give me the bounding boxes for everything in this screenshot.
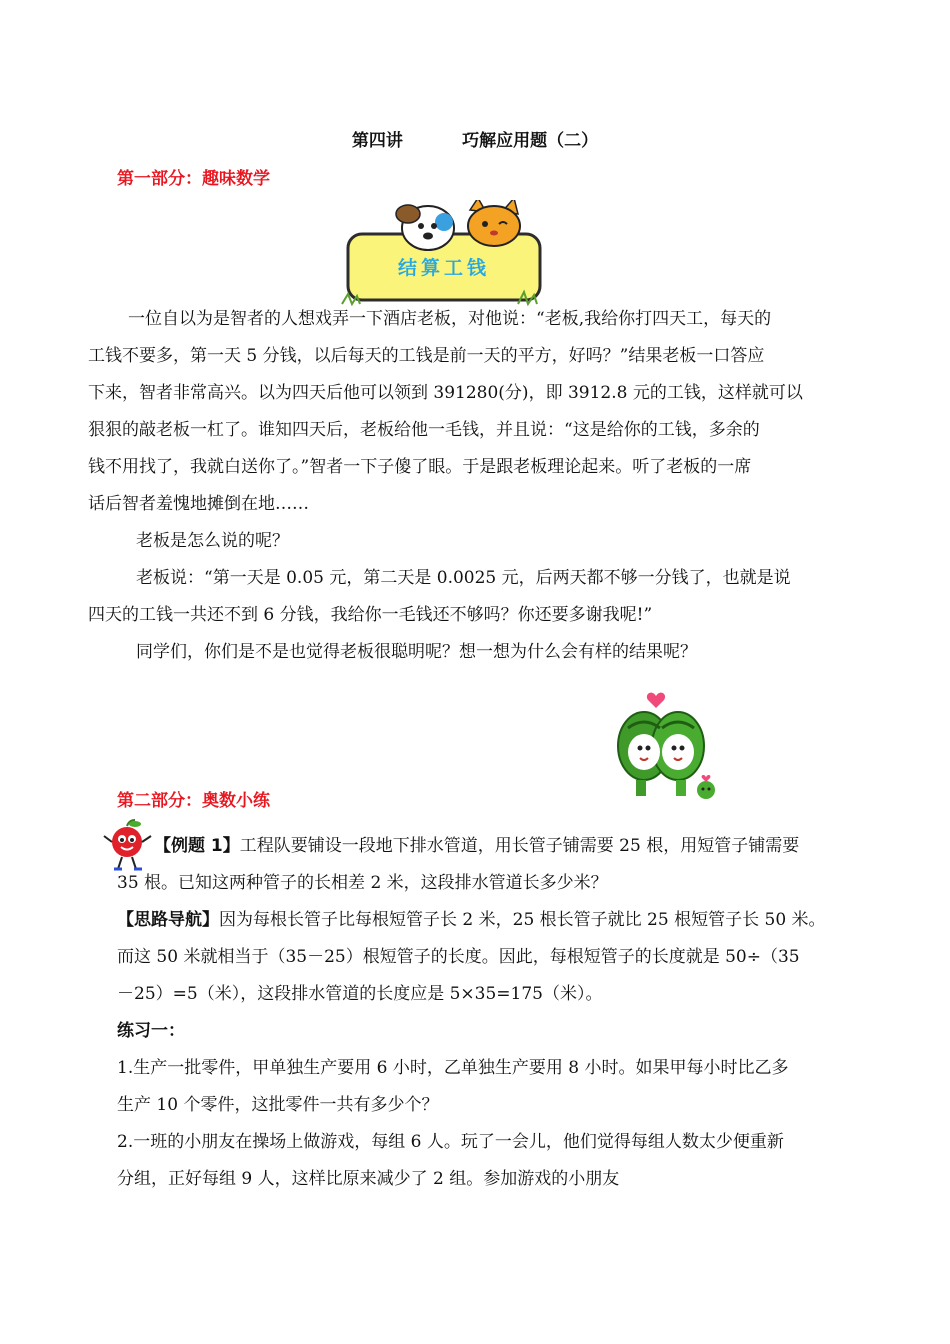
section-heading-fun-math: 第一部分：趣味数学	[117, 169, 270, 189]
example-label: 【例题 1】	[154, 836, 240, 856]
banner-illustration	[338, 200, 548, 308]
story-line: 四天的工钱一共还不到 6 分钱，我给你一毛钱还不够吗？你还要多谢我呢!”	[88, 605, 653, 625]
example-text: 35 根。已知这两种管子的长相差 2 米，这段排水管道长多少米？	[117, 873, 608, 893]
example-text: 工程队要铺设一段地下排水管道，用长管子铺需要 25 根，用短管子铺需要	[239, 836, 800, 856]
story-line: 一位自以为是智者的人想戏弄一下酒店老板，对他说：“老板,我给你打四天工，每天的	[128, 309, 772, 329]
practice-question: 生产 10 个零件，这批零件一共有多少个？	[117, 1095, 439, 1115]
apple-mascot-icon	[100, 818, 154, 872]
practice-question: 2.一班的小朋友在操场上做游戏，每组 6 人。玩了一会儿，他们觉得每组人数太少便重新	[117, 1132, 784, 1152]
hint-text: －25）=5（米），这段排水管道的长度应是 5×35=175（米）。	[117, 984, 603, 1004]
story-line: 狠狠的敲老板一杠了。谁知四天后，老板给他一毛钱，并且说：“这是给你的工钱，多余的	[88, 420, 760, 440]
hint-text: 因为每根长管子比每根短管子长 2 米，25 根长管子就比 25 根短管子长 50 米。	[219, 910, 826, 930]
story-line: 话后智者羞愧地摊倒在地……	[88, 494, 309, 514]
story-line: 工钱不要多，第一天 5 分钱，以后每天的工钱是前一天的平方，好吗？”结果老板一口答应	[88, 346, 765, 366]
practice-label: 练习一：	[117, 1021, 185, 1041]
section-heading-olympiad: 第二部分：奥数小练	[117, 791, 270, 811]
story-line: 下来，智者非常高兴。以为四天后他可以领到 391280(分)，即 3912.8 元的工钱，这样就可以	[88, 383, 803, 403]
story-question: 老板是怎么说的呢？	[136, 531, 289, 551]
practice-question: 1.生产一批零件，甲单独生产要用 6 小时，乙单独生产要用 8 小时。如果甲每小时比乙多	[117, 1058, 789, 1078]
hint-label: 【思路导航】	[117, 910, 219, 930]
practice-question: 分组，正好每组 9 人，这样比原来减少了 2 组。参加游戏的小朋友	[117, 1169, 620, 1189]
story-line: 同学们，你们是不是也觉得老板很聪明呢？想一想为什么会有样的结果呢？	[136, 642, 697, 662]
story-line: 老板说：“第一天是 0.05 元，第二天是 0.0025 元，后两天都不够一分钱了，也就是说	[136, 568, 791, 588]
watermelon-mascot-icon	[610, 688, 720, 806]
hint-text: 而这 50 米就相当于（35－25）根短管子的长度。因此，每根短管子的长度就是 50÷（35	[117, 947, 800, 967]
page-title: 第四讲 巧解应用题（二）	[351, 131, 599, 151]
cat-icon	[468, 200, 520, 246]
banner-text: 结算工钱	[397, 257, 491, 279]
story-line: 钱不用找了，我就白送你了。”智者一下子傻了眼。于是跟老板理论起来。听了老板的一席	[88, 457, 752, 477]
